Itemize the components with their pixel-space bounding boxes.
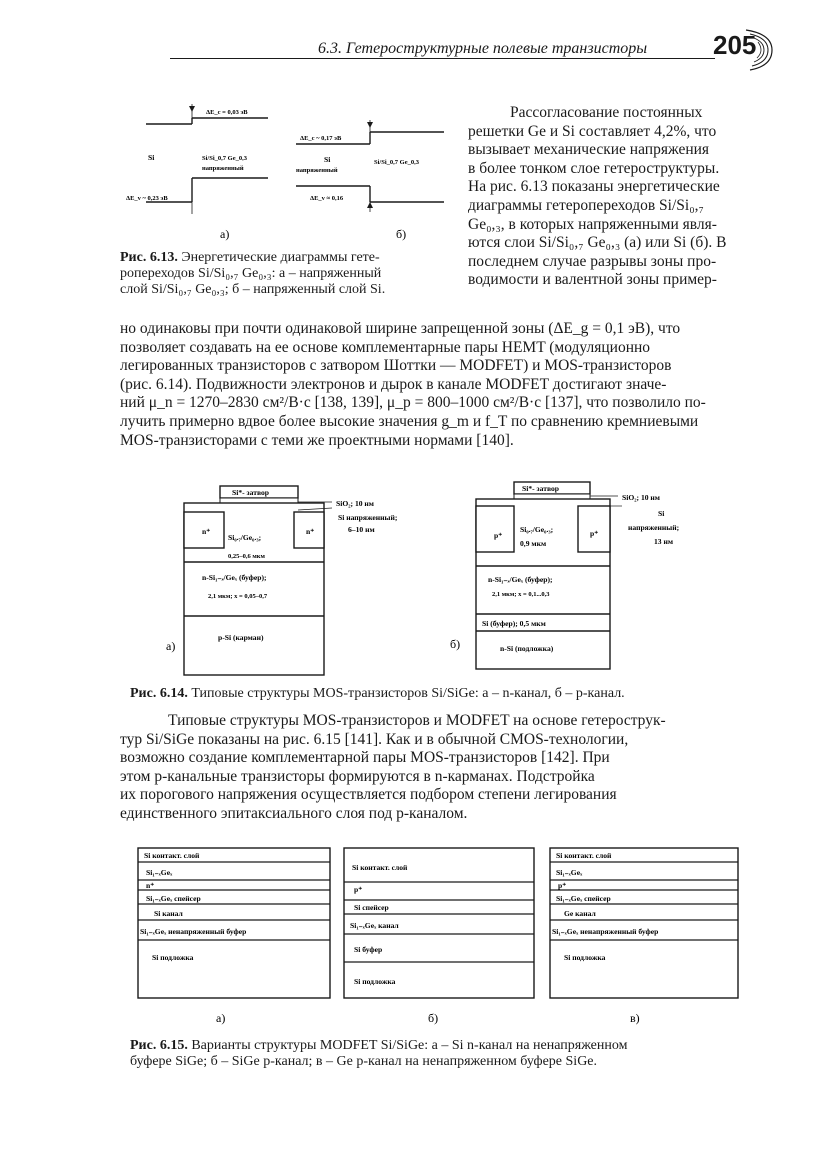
fig-6-13-caption-line: ропереходов Si/Si₀,₇ Ge₀,₃: а – напряженный <box>120 266 382 281</box>
fig-6-13-a-left-label: Si <box>148 153 155 162</box>
running-header-title: 6.3. Гетероструктурные полевые транзисторы <box>318 40 648 57</box>
fig-6-13-diagrams <box>118 104 458 244</box>
fig-6-15-c-layer: Si₁₋ₓGeₓ ненапряженный буфер <box>552 927 659 936</box>
fig-6-14-a-letter: а) <box>166 639 176 653</box>
text-line: решетки Ge и Si составляет 4,2%, что <box>468 122 717 140</box>
fig-6-13-a-right-label-2: напряженный <box>202 165 244 172</box>
fig-6-15-caption-line: Варианты структуры MODFET Si/SiGe: а – Si n-канал на ненапряженном <box>191 1038 628 1053</box>
fig-6-15-b-layer: Si спейсер <box>354 903 389 912</box>
text-line: диаграммы гетеропереходов Si/Si₀,₇ <box>468 196 704 214</box>
fig-6-15-structures <box>132 844 744 1034</box>
fig-6-15-c-layer: p⁺ <box>558 881 567 890</box>
fig-6-14-a-strained-2: 6–10 нм <box>348 525 375 534</box>
fig-6-15-a-layer: Si₁₋ₓGeₓ спейсер <box>146 894 201 903</box>
fig-6-14-a-buffer-2: 2,1 мкм; x = 0,05–0,7 <box>208 593 268 600</box>
text-line: последнем случае разрывы зоны про- <box>468 252 717 270</box>
fig-6-13-a-de-top: ΔE_c = 0,03 эВ <box>206 109 248 116</box>
text-line: лучить примерно вдвое более высокие значения g_m и f_T по сравнению кремниевыми <box>120 412 699 430</box>
fig-6-13-caption-head: Рис. 6.13. <box>120 250 178 265</box>
fig-6-14-caption-text: Типовые структуры MOS-транзисторов Si/SiGe: а – n-канал, б – p-канал. <box>191 686 625 701</box>
fig-6-13-a-letter: а) <box>220 227 230 241</box>
fig-6-15-a-stack <box>138 848 330 1025</box>
text-line: На рис. 6.13 показаны энергетические <box>468 178 720 196</box>
fig-6-13-b-de-top: ΔE_c ~ 0,17 эВ <box>300 135 342 142</box>
fig-6-15-a-layer: Si₁₋ₓGeₓ ненапряженный буфер <box>140 927 247 936</box>
fig-6-14-a-n-left: n⁺ <box>202 527 211 536</box>
fig-6-14-b-oxide: SiO₂; 10 нм <box>622 493 660 502</box>
fig-6-15-b-layer: Si контакт. слой <box>352 863 408 872</box>
body-text-middle <box>120 712 756 824</box>
text-line: единственного эпитаксиального слоя под p-каналом. <box>120 804 468 822</box>
fig-6-15-c-layer: Ge канал <box>564 909 596 918</box>
fig-6-15-b-layer: p⁺ <box>354 885 363 894</box>
fig-6-13-caption-line: слой Si/Si₀,₇ Ge₀,₃; б – напряженный слой Si. <box>120 282 386 297</box>
fig-6-14-b-strained-3: 13 нм <box>654 537 674 546</box>
text-line: (рис. 6.14). Подвижности электронов и дырок в канале MODFET достигают значе- <box>120 375 667 393</box>
fig-6-15-caption <box>130 1038 760 1070</box>
fig-6-15-b-stack <box>344 848 534 1025</box>
fig-6-13-b-letter: б) <box>396 227 407 241</box>
fig-6-14-a-n-right: n⁺ <box>306 527 315 536</box>
text-line: этом p-канальные транзисторы формируются в n-карманах. Подстройка <box>120 767 595 785</box>
fig-6-14-b-buffer-1: n-Si₁₋ₓ/Geₓ (буфер); <box>488 575 553 584</box>
text-line: ются слои Si/Si₀,₇ Ge₀,₃ (а) или Si (б). В <box>468 234 727 252</box>
fig-6-15-a-layer: Si контакт. слой <box>144 851 200 860</box>
fig-6-15-b-letter: б) <box>428 1011 439 1025</box>
header-swirl-ornament <box>742 24 778 74</box>
fig-6-14-a-substrate: p-Si (карман) <box>218 633 264 642</box>
fig-6-14-b-letter: б) <box>450 637 461 651</box>
body-text-full-width <box>120 291 756 450</box>
text-line: ний μ_n = 1270–2830 см²/В·с [138, 139], μ_p = 800–1000 см²/В·с [137], что позволило по- <box>120 394 706 412</box>
fig-6-15-caption-head: Рис. 6.15. <box>130 1038 188 1053</box>
fig-6-14-b-strained-2: напряженный; <box>628 523 680 532</box>
fig-6-14-caption-head: Рис. 6.14. <box>130 686 188 701</box>
body-text-right-column <box>468 104 754 290</box>
fig-6-15-b-layer: Si₁₋ₓGeₓ канал <box>350 921 399 930</box>
text-line: Типовые структуры MOS-транзисторов и MODFET на основе гетерострук- <box>168 712 666 729</box>
fig-6-13-a-right-label-1: Si/Si_0,7 Ge_0,3 <box>202 155 247 162</box>
text-line: легированных транзисторов с затвором Шоттки — MODFET) и MOS-транзисторов <box>120 357 672 375</box>
fig-6-15-c-letter: в) <box>630 1011 640 1025</box>
fig-6-14-a-oxide: SiO₂; 10 нм <box>336 499 374 508</box>
header-rule <box>170 58 715 59</box>
fig-6-15-c-stack <box>550 848 738 1025</box>
fig-6-14-b-strained-1: Si <box>658 509 665 518</box>
fig-6-15-a-layer: n⁺ <box>146 881 155 890</box>
fig-6-14-b-channel-1: Si₀.₇/Ge₀.₃; <box>520 525 554 534</box>
fig-6-14-a-gate: Si*- затвор <box>232 488 270 497</box>
fig-6-13-b-mid-label-2: напряженный <box>296 167 338 174</box>
fig-6-15-b-layer: Si подложка <box>354 977 396 986</box>
fig-6-14-structures <box>160 476 720 682</box>
fig-6-13-b-mid-label-1: Si <box>324 155 331 164</box>
fig-6-15-c-layer: Si подложка <box>564 953 606 962</box>
fig-6-14-a-channel-2: 0,25–0,6 мкм <box>228 553 265 560</box>
fig-6-15-c-layer: Si₁₋ₓGeₓ спейсер <box>556 894 611 903</box>
fig-6-13-caption-line: Энергетические диаграммы гете- <box>181 250 380 265</box>
fig-6-15-a-layer: Si канал <box>154 909 183 918</box>
fig-6-15-a-letter: а) <box>216 1011 226 1025</box>
fig-6-14-b-structure <box>450 482 679 669</box>
fig-6-14-b-gate: Si*- затвор <box>522 484 560 493</box>
page-number: 205 <box>713 30 757 60</box>
text-line: MOS-транзисторами с теми же проектными нормами [140]. <box>120 431 514 449</box>
fig-6-13-a-de-bottom: ΔE_v ~ 0,23 эВ <box>126 195 168 202</box>
fig-6-13-b-right-label: Si/Si_0,7 Ge_0,3 <box>374 159 419 166</box>
fig-6-14-a-strained-1: Si напряженный; <box>338 513 398 522</box>
fig-6-14-b-si-buffer: Si (буфер); 0,5 мкм <box>482 619 546 628</box>
text-line: Рассогласование постоянных <box>510 104 703 121</box>
text-line: вызывает механические напряжения <box>468 141 710 159</box>
text-line: водимости и валентной зоны пример- <box>468 271 717 289</box>
fig-6-15-a-layer: Si подложка <box>152 953 194 962</box>
fig-6-14-a-buffer-1: n-Si₁₋ₓ/Geₓ (буфер); <box>202 573 267 582</box>
text-line: возможно создание комплементарной пары MOS-транзисторов [142]. При <box>120 749 610 767</box>
fig-6-13-b-band-diagram <box>296 120 444 241</box>
text-line: Ge₀,₃, в которых напряженными явля- <box>468 215 717 233</box>
fig-6-14-b-p-left: p⁺ <box>494 531 503 540</box>
fig-6-15-b-layer: Si буфер <box>354 945 383 954</box>
fig-6-14-b-p-right: p⁺ <box>590 529 599 538</box>
fig-6-14-b-channel-2: 0,9 мкм <box>520 539 547 548</box>
fig-6-15-caption-line: буфере SiGe; б – SiGe p-канал; в – Ge p-канал на ненапряженном буфере SiGe. <box>130 1054 598 1069</box>
fig-6-13-a-band-diagram <box>126 104 268 241</box>
fig-6-14-b-buffer-2: 2,1 мкм; x = 0,1...0,3 <box>492 591 550 598</box>
fig-6-14-a-channel-1: Si₀.₇/Ge₀.₃; <box>228 533 262 542</box>
fig-6-14-b-substrate: n-Si (подложка) <box>500 644 554 653</box>
fig-6-15-c-layer: Si контакт. слой <box>556 851 612 860</box>
text-line: в более тонком слое гетероструктуры. <box>468 159 720 177</box>
text-line: позволяет создавать на ее основе комплементарные пары HEMT (модуляционно <box>120 338 651 356</box>
fig-6-13-b-de-bottom: ΔE_v ≈ 0,16 <box>310 195 344 202</box>
text-line: тур Si/SiGe показаны на рис. 6.15 [141]. Как и в обычной CMOS-технологии, <box>120 730 629 748</box>
fig-6-14-a-structure <box>166 486 397 675</box>
fig-6-15-a-layer: Si₁₋ₓGeₓ <box>146 868 173 877</box>
text-line: но одинаковы при почти одинаковой ширине запрещенной зоны (ΔE_g = 0,1 эВ), что <box>120 320 681 337</box>
fig-6-15-c-layer: Si₁₋ₓGeₓ <box>556 868 583 877</box>
text-line: их порогового напряжения осуществляется подбором степени легирования <box>120 786 617 804</box>
fig-6-14-caption <box>130 686 770 702</box>
